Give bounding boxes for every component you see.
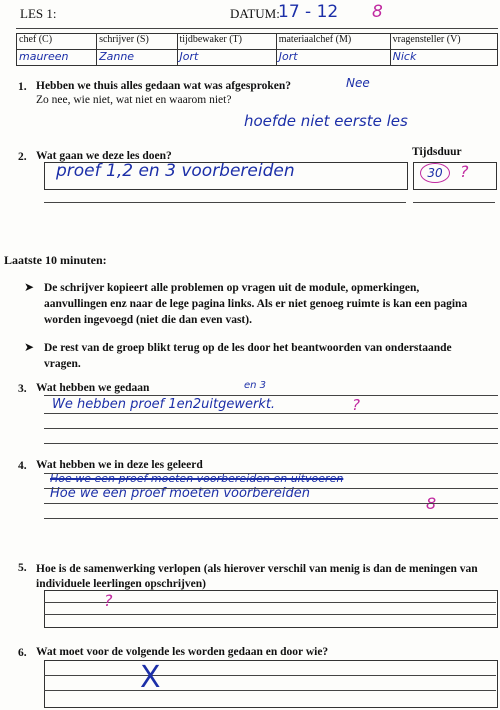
roles-labels-row <box>17 34 498 50</box>
roles-names-row <box>17 50 498 66</box>
q4-question: Wat hebben we in deze les geleerd <box>36 459 203 471</box>
q6-line <box>44 690 496 691</box>
q4-line <box>44 518 498 519</box>
q1-question: Hebben we thuis alles gedaan wat was afgesproken? <box>36 80 292 92</box>
q3-insert: en 3 <box>244 380 267 391</box>
role-label: chef (C) <box>17 34 97 50</box>
q4-answer-struck: Hoe we een proef moeten voorbereiden en uitvoeren <box>50 472 344 485</box>
roles-table <box>16 33 498 66</box>
datum-value: 17 - 12 <box>278 2 339 22</box>
les-label: LES 1: <box>20 6 57 21</box>
role-name: Zanne <box>97 50 177 66</box>
last10-bullet-2: De rest van de groep blikt terug op de les door het beantwoorden van onderstaande vragen. <box>44 342 452 370</box>
q3-line <box>44 395 498 396</box>
q6-answer-box <box>44 660 498 708</box>
q2-time-label: Tijdsduur <box>412 146 462 158</box>
role-name: Nick <box>390 50 497 66</box>
header-rule <box>16 28 498 29</box>
q6-question: Wat moet voor de volgende les worden gedaan en door wie? <box>36 646 329 658</box>
q5-question: Hoe is de samenwerking verlopen (als hierover verschil van menig is dan de meningen van individuele leerlingen opschrijven) <box>36 563 478 590</box>
q1-number: 1. <box>18 81 27 93</box>
last10-title: Laatste 10 minuten: <box>4 253 107 267</box>
role-name: maureen <box>17 50 97 66</box>
q3-line <box>44 428 498 429</box>
role-label: schrijver (S) <box>97 34 177 50</box>
q1-answer: hoefde niet eerste les <box>244 112 408 130</box>
role-label: vragensteller (V) <box>390 34 497 50</box>
q3-mark: ? <box>352 396 360 414</box>
q4-mark: 8 <box>426 494 437 513</box>
role-label: materiaalchef (M) <box>276 34 390 50</box>
bullet-arrow-icon: ➤ <box>24 280 35 294</box>
q3-question: Wat hebben we gedaan <box>36 382 150 394</box>
q2-answer: proef 1,2 en 3 voorbereiden <box>56 161 295 181</box>
q5-line <box>44 614 496 615</box>
role-name: Jort <box>276 50 390 66</box>
q6-line <box>44 675 496 676</box>
q4-line <box>44 503 498 504</box>
role-label: tijdbewaker (T) <box>177 34 276 50</box>
q1-answer-inline: Nee <box>346 76 370 90</box>
q5-number: 5. <box>18 562 27 574</box>
q3-number: 3. <box>18 383 27 395</box>
last10-bullet-1: De schrijver kopieert alle problemen op vragen uit de module, opmerkingen, aanvullingen enz naar de lege pagina links. Als er niet genoeg ruimte is kan een pagina worden ingevoegd (niet die dan even vast). <box>44 282 468 326</box>
q4-answer: Hoe we een proef moeten voorbereiden <box>50 486 310 501</box>
q4-line <box>44 488 498 489</box>
q6-mark: X <box>140 660 161 695</box>
q2-question: Wat gaan we deze les doen? <box>36 150 172 162</box>
bullet-arrow-icon: ➤ <box>24 340 35 354</box>
q3-line <box>44 443 498 444</box>
datum-mark: 8 <box>372 2 383 22</box>
q2-time-value: 30 <box>420 163 450 183</box>
q5-mark: ? <box>104 591 113 610</box>
q2-time-line <box>413 202 495 203</box>
q2-answer-line <box>44 202 406 203</box>
q3-line <box>44 413 498 414</box>
q2-number: 2. <box>18 151 27 163</box>
datum-label: DATUM: <box>230 6 280 21</box>
role-name: Jort <box>177 50 276 66</box>
q6-number: 6. <box>18 647 27 659</box>
q1-subquestion: Zo nee, wie niet, wat niet en waarom niet? <box>36 94 232 106</box>
q4-number: 4. <box>18 460 27 472</box>
q3-answer: We hebben proef 1en2uitgewerkt. <box>52 397 276 412</box>
q2-mark: ? <box>460 162 469 181</box>
